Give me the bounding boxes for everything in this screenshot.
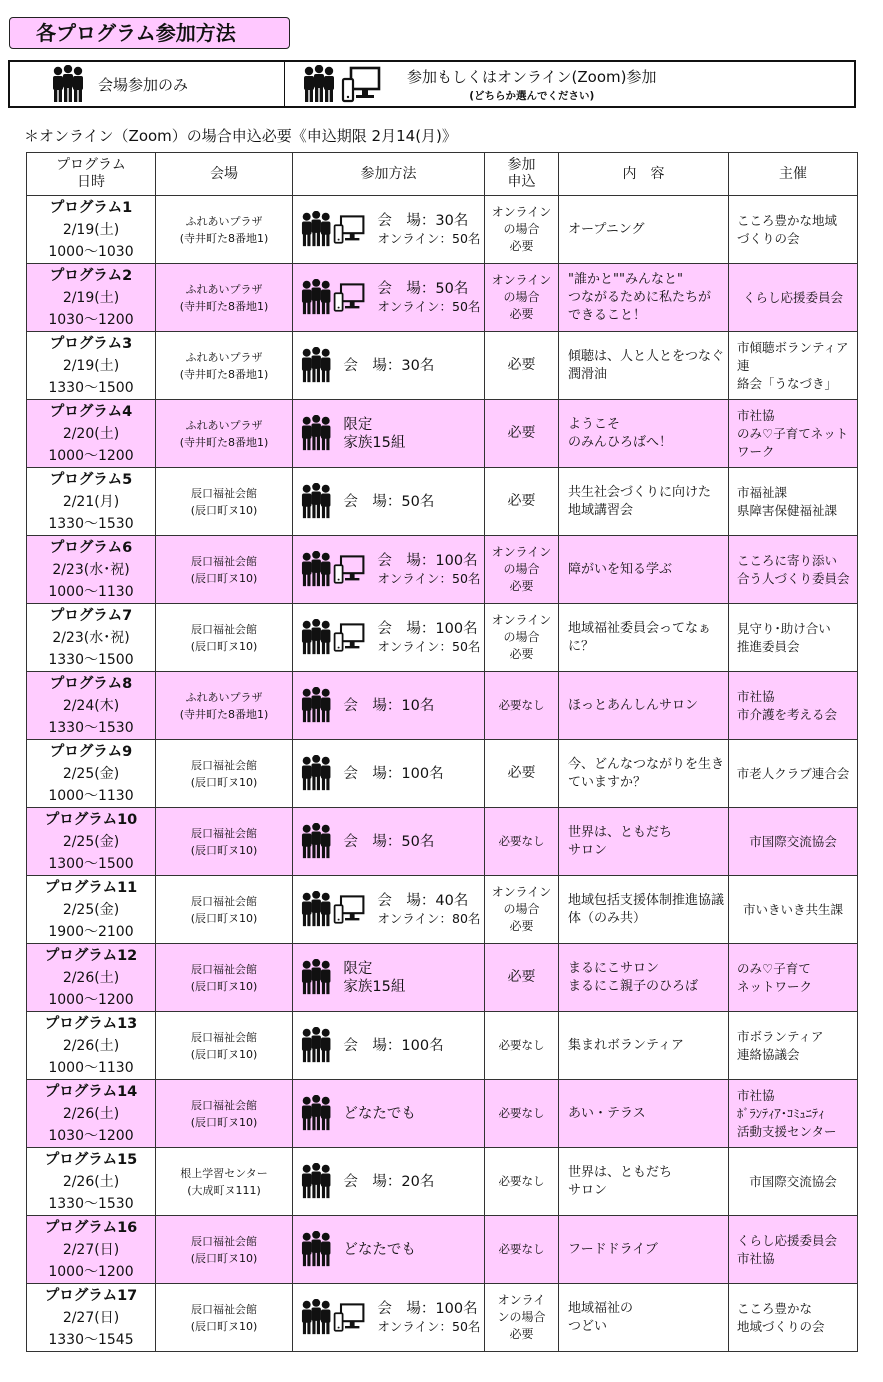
- method-online-capacity: オンライン：50名: [377, 1318, 481, 1334]
- program-cell: [27, 468, 156, 536]
- content-cell: 障がいを知る学ぶ: [559, 536, 729, 604]
- program-date: 2/25(金): [62, 833, 120, 850]
- venue-name: 辰口福祉会館: [191, 826, 257, 840]
- program-time: 1000～1130: [48, 1059, 134, 1076]
- header-apply: 参加 申込: [485, 153, 559, 196]
- method-capacity: 会 場：100名: [377, 1300, 478, 1317]
- program-date: 2/26(土): [62, 1037, 120, 1054]
- program-table: [26, 152, 858, 1352]
- program-time: 1330～1530: [48, 515, 134, 532]
- method-cell: [293, 876, 485, 944]
- program-date: 2/19(土): [62, 221, 120, 238]
- apply-cell: 必要: [485, 740, 559, 808]
- method-capacity: どなたでも: [343, 1241, 416, 1258]
- method-online-capacity: オンライン：50名: [377, 638, 481, 654]
- people-group-icon: [301, 1163, 331, 1199]
- people-group-icon: [52, 65, 84, 103]
- header-venue: 会場: [156, 153, 293, 196]
- venue-address: (辰口町ヌ10): [190, 571, 258, 585]
- organizer-cell: 市福祉課 県障害保健福祉課: [729, 468, 858, 536]
- computer-monitor-icon: [333, 554, 365, 584]
- venue-name: ふれあいプラザ: [185, 214, 263, 228]
- program-time: 1330～1500: [48, 651, 134, 668]
- method-cell: [293, 196, 485, 264]
- program-name: プログラム17: [44, 1287, 138, 1304]
- venue-cell: [156, 1148, 293, 1216]
- venue-cell: [156, 1216, 293, 1284]
- table-row: [27, 604, 858, 672]
- venue-address: (辰口町ヌ10): [190, 503, 258, 517]
- content-cell: 集まれボランティア: [559, 1012, 729, 1080]
- computer-monitor-icon: [333, 282, 365, 312]
- content-cell: "誰かと""みんなと" つながるために私たちが できること！: [559, 264, 729, 332]
- method-online-capacity: オンライン：50名: [377, 298, 481, 314]
- table-row: [27, 740, 858, 808]
- program-cell: [27, 672, 156, 740]
- program-date: 2/25(金): [62, 765, 120, 782]
- organizer-cell: 市ボランティア 連絡協議会: [729, 1012, 858, 1080]
- program-time: 1000～1030: [48, 243, 134, 260]
- people-group-icon: [301, 415, 331, 451]
- content-cell: まるにこサロン まるにこ親子のひろば: [559, 944, 729, 1012]
- apply-cell: 必要なし: [485, 1012, 559, 1080]
- program-date: 2/27(日): [62, 1241, 120, 1258]
- program-time: 1030～1200: [48, 311, 134, 328]
- people-group-icon: [301, 823, 331, 859]
- venue-address: (寺井町た8番地1): [179, 435, 269, 449]
- method-capacity: どなたでも: [343, 1105, 416, 1122]
- program-time: 1330～1530: [48, 719, 134, 736]
- venue-address: (寺井町た8番地1): [179, 367, 269, 381]
- people-group-icon: [301, 211, 331, 247]
- organizer-cell: のみ♡子育て ネットワーク: [729, 944, 858, 1012]
- venue-cell: [156, 672, 293, 740]
- organizer-cell: 市国際交流協会: [729, 1148, 858, 1216]
- table-row: [27, 1148, 858, 1216]
- venue-cell: [156, 604, 293, 672]
- program-cell: [27, 400, 156, 468]
- table-row: [27, 264, 858, 332]
- organizer-cell: こころ豊かな地域 づくりの会: [729, 196, 858, 264]
- people-group-icon: [301, 891, 331, 927]
- method-cell: [293, 740, 485, 808]
- content-cell: 地域福祉の つどい: [559, 1284, 729, 1352]
- venue-address: (辰口町ヌ10): [190, 775, 258, 789]
- method-cell: [293, 536, 485, 604]
- program-date: 2/27(日): [62, 1309, 120, 1326]
- people-group-icon: [301, 619, 331, 655]
- method-cell: [293, 1284, 485, 1352]
- people-group-icon: [301, 755, 331, 791]
- venue-address: (辰口町ヌ10): [190, 911, 258, 925]
- method-capacity: 会 場：40名: [377, 892, 469, 909]
- content-cell: 地域福祉委員会ってなぁ に？: [559, 604, 729, 672]
- header-program: プログラム 日時: [27, 153, 156, 196]
- program-name: プログラム4: [49, 403, 133, 420]
- program-time: 1330～1545: [48, 1331, 134, 1348]
- header-content: 内 容: [559, 153, 729, 196]
- program-name: プログラム5: [49, 471, 133, 488]
- legend-venue-or-online-sub: (どちらか選んでください): [469, 89, 595, 102]
- program-time: 1030～1200: [48, 1127, 134, 1144]
- venue-address: (辰口町ヌ10): [190, 1251, 258, 1265]
- venue-name: 辰口福祉会館: [191, 1234, 257, 1248]
- program-cell: [27, 1012, 156, 1080]
- content-cell: 世界は、ともだち サロン: [559, 1148, 729, 1216]
- venue-name: 辰口福祉会館: [191, 554, 257, 568]
- table-row: [27, 468, 858, 536]
- program-time: 1900～2100: [48, 923, 134, 940]
- organizer-cell: こころ豊かな 地域づくりの会: [729, 1284, 858, 1352]
- venue-address: (寺井町た8番地1): [179, 707, 269, 721]
- computer-monitor-icon: [341, 65, 381, 103]
- method-online-capacity: オンライン：50名: [377, 570, 481, 586]
- program-time: 1000～1130: [48, 583, 134, 600]
- venue-name: ふれあいプラザ: [185, 690, 263, 704]
- program-time: 1300～1500: [48, 855, 134, 872]
- method-capacity: 限定 家族15組: [343, 960, 406, 995]
- people-group-icon: [301, 483, 331, 519]
- program-date: 2/26(土): [62, 1173, 120, 1190]
- people-group-icon: [301, 1095, 331, 1131]
- venue-address: (寺井町た8番地1): [179, 231, 269, 245]
- people-group-icon: [301, 279, 331, 315]
- table-row: [27, 876, 858, 944]
- apply-cell: 必要なし: [485, 808, 559, 876]
- program-cell: [27, 808, 156, 876]
- content-cell: 地域包括支援体制推進協議 体（のみ共）: [559, 876, 729, 944]
- venue-cell: [156, 1284, 293, 1352]
- program-cell: [27, 944, 156, 1012]
- program-date: 2/24(木): [62, 697, 120, 714]
- program-name: プログラム3: [49, 335, 133, 352]
- method-capacity: 会 場：100名: [343, 765, 444, 782]
- program-date: 2/26(土): [62, 1105, 120, 1122]
- venue-address: (辰口町ヌ10): [190, 843, 258, 857]
- apply-cell: 必要: [485, 468, 559, 536]
- venue-name: 辰口福祉会館: [191, 1030, 257, 1044]
- venue-cell: [156, 264, 293, 332]
- method-capacity: 会 場：100名: [343, 1037, 444, 1054]
- program-name: プログラム13: [44, 1015, 138, 1032]
- method-capacity: 会 場：100名: [377, 620, 478, 637]
- program-name: プログラム1: [49, 199, 133, 216]
- program-date: 2/26(土): [62, 969, 120, 986]
- program-cell: [27, 876, 156, 944]
- online-application-note: ＊オンライン（Zoom）の場合申込必要《申込期限 2月14(月)》: [24, 127, 457, 145]
- venue-cell: [156, 944, 293, 1012]
- venue-name: 辰口福祉会館: [191, 894, 257, 908]
- program-date: 2/25(金): [62, 901, 120, 918]
- people-group-icon: [301, 959, 331, 995]
- method-cell: [293, 1080, 485, 1148]
- program-name: プログラム8: [49, 675, 133, 692]
- method-cell: [293, 468, 485, 536]
- method-capacity: 会 場：50名: [343, 833, 435, 850]
- program-time: 1330～1500: [48, 379, 134, 396]
- venue-address: (辰口町ヌ10): [190, 979, 258, 993]
- method-cell: [293, 264, 485, 332]
- method-capacity: 会 場：50名: [343, 493, 435, 510]
- venue-cell: [156, 740, 293, 808]
- method-capacity: 限定 家族15組: [343, 416, 406, 451]
- venue-cell: [156, 400, 293, 468]
- venue-cell: [156, 536, 293, 604]
- venue-cell: [156, 808, 293, 876]
- venue-name: ふれあいプラザ: [185, 418, 263, 432]
- venue-address: (辰口町ヌ10): [190, 1047, 258, 1061]
- table-row: [27, 1216, 858, 1284]
- venue-address: (大成町ヌ111): [187, 1183, 261, 1197]
- legend-venue-or-online-label: 参加もしくはオンライン(Zoom)参加: [407, 67, 657, 86]
- program-date: 2/19(土): [62, 289, 120, 306]
- content-cell: 共生社会づくりに向けた 地域講習会: [559, 468, 729, 536]
- venue-address: (辰口町ヌ10): [190, 639, 258, 653]
- apply-cell: 必要なし: [485, 1080, 559, 1148]
- method-online-capacity: オンライン：80名: [377, 910, 481, 926]
- content-cell: 今、どんなつながりを生き ていますか？: [559, 740, 729, 808]
- program-name: プログラム7: [49, 607, 133, 624]
- organizer-cell: くらし応援委員会 市社協: [729, 1216, 858, 1284]
- method-online-capacity: オンライン：50名: [377, 230, 481, 246]
- organizer-cell: こころに寄り添い 合う人づくり委員会: [729, 536, 858, 604]
- program-cell: [27, 604, 156, 672]
- organizer-cell: 市傾聴ボランティア連 絡会「うなづき」: [729, 332, 858, 400]
- method-capacity: 会 場：100名: [377, 552, 478, 569]
- header-organizer: 主催: [729, 153, 858, 196]
- program-cell: [27, 1216, 156, 1284]
- program-time: 1000～1200: [48, 991, 134, 1008]
- method-cell: [293, 604, 485, 672]
- venue-cell: [156, 876, 293, 944]
- program-name: プログラム9: [49, 743, 133, 760]
- program-date: 2/19(土): [62, 357, 120, 374]
- method-cell: [293, 1012, 485, 1080]
- organizer-cell: 市社協 ﾎﾞﾗﾝﾃｨｱ･ｺﾐｭﾆﾃｨ 活動支援センター: [729, 1080, 858, 1148]
- people-group-icon: [301, 687, 331, 723]
- content-cell: 世界は、ともだち サロン: [559, 808, 729, 876]
- method-cell: [293, 1148, 485, 1216]
- method-capacity: 会 場：30名: [377, 212, 469, 229]
- venue-name: 辰口福祉会館: [191, 622, 257, 636]
- organizer-cell: くらし応援委員会: [729, 264, 858, 332]
- method-cell: [293, 332, 485, 400]
- venue-name: 辰口福祉会館: [191, 758, 257, 772]
- method-capacity: 会 場：30名: [343, 357, 435, 374]
- program-name: プログラム6: [49, 539, 133, 556]
- apply-cell: オンライ ンの場合 必要: [485, 1284, 559, 1352]
- venue-name: ふれあいプラザ: [185, 282, 263, 296]
- method-cell: [293, 400, 485, 468]
- organizer-cell: 市社協 のみ♡子育てネット ワーク: [729, 400, 858, 468]
- program-cell: [27, 332, 156, 400]
- apply-cell: 必要: [485, 400, 559, 468]
- table-header-row: [27, 153, 858, 196]
- program-time: 1000～1200: [48, 1263, 134, 1280]
- organizer-cell: 市老人クラブ連合会: [729, 740, 858, 808]
- program-cell: [27, 1148, 156, 1216]
- program-name: プログラム2: [49, 267, 133, 284]
- organizer-cell: 見守り･助け合い 推進委員会: [729, 604, 858, 672]
- program-name: プログラム14: [44, 1083, 138, 1100]
- venue-name: 辰口福祉会館: [191, 962, 257, 976]
- program-time: 1330～1530: [48, 1195, 134, 1212]
- venue-address: (寺井町た8番地1): [179, 299, 269, 313]
- content-cell: ようこそ のみんひろばへ！: [559, 400, 729, 468]
- content-cell: あい・テラス: [559, 1080, 729, 1148]
- program-cell: [27, 196, 156, 264]
- people-group-icon: [301, 347, 331, 383]
- program-name: プログラム10: [44, 811, 138, 828]
- apply-cell: オンライン の場合 必要: [485, 264, 559, 332]
- people-group-icon: [301, 551, 331, 587]
- program-cell: [27, 264, 156, 332]
- legend-box: [8, 60, 856, 108]
- page-title: 各プログラム参加方法: [9, 17, 290, 49]
- table-row: [27, 1284, 858, 1352]
- people-group-icon: [301, 1027, 331, 1063]
- program-date: 2/21(月): [62, 493, 120, 510]
- table-row: [27, 1012, 858, 1080]
- organizer-cell: 市社協 市介護を考える会: [729, 672, 858, 740]
- legend-venue-only-label: 会場参加のみ: [98, 75, 189, 94]
- venue-cell: [156, 196, 293, 264]
- computer-monitor-icon: [333, 214, 365, 244]
- apply-cell: オンライン の場合 必要: [485, 604, 559, 672]
- table-row: [27, 536, 858, 604]
- program-date: 2/20(土): [62, 425, 120, 442]
- program-cell: [27, 1080, 156, 1148]
- apply-cell: 必要: [485, 944, 559, 1012]
- method-cell: [293, 1216, 485, 1284]
- venue-name: 根上学習センター: [180, 1166, 268, 1180]
- organizer-cell: 市いきいき共生課: [729, 876, 858, 944]
- table-row: [27, 672, 858, 740]
- content-cell: フードドライブ: [559, 1216, 729, 1284]
- apply-cell: オンライン の場合 必要: [485, 876, 559, 944]
- venue-address: (辰口町ヌ10): [190, 1115, 258, 1129]
- program-time: 1000～1200: [48, 447, 134, 464]
- apply-cell: 必要なし: [485, 1216, 559, 1284]
- program-time: 1000～1130: [48, 787, 134, 804]
- content-cell: 傾聴は、人と人とをつなぐ 潤滑油: [559, 332, 729, 400]
- program-date: 2/23(水･祝): [52, 561, 130, 578]
- program-name: プログラム12: [44, 947, 138, 964]
- venue-name: 辰口福祉会館: [191, 486, 257, 500]
- venue-cell: [156, 468, 293, 536]
- apply-cell: オンライン の場合 必要: [485, 196, 559, 264]
- program-name: プログラム11: [44, 879, 138, 896]
- program-cell: [27, 536, 156, 604]
- program-cell: [27, 1284, 156, 1352]
- venue-name: 辰口福祉会館: [191, 1098, 257, 1112]
- venue-name: ふれあいプラザ: [185, 350, 263, 364]
- table-row: [27, 332, 858, 400]
- table-row: [27, 808, 858, 876]
- venue-cell: [156, 332, 293, 400]
- venue-name: 辰口福祉会館: [191, 1302, 257, 1316]
- apply-cell: 必要なし: [485, 1148, 559, 1216]
- apply-cell: オンライン の場合 必要: [485, 536, 559, 604]
- program-cell: [27, 740, 156, 808]
- computer-monitor-icon: [333, 1302, 365, 1332]
- content-cell: ほっとあんしんサロン: [559, 672, 729, 740]
- venue-address: (辰口町ヌ10): [190, 1319, 258, 1333]
- program-date: 2/23(水･祝): [52, 629, 130, 646]
- method-cell: [293, 944, 485, 1012]
- venue-cell: [156, 1012, 293, 1080]
- header-method: 参加方法: [293, 153, 485, 196]
- table-row: [27, 196, 858, 264]
- program-name: プログラム15: [44, 1151, 138, 1168]
- table-row: [27, 1080, 858, 1148]
- method-capacity: 会 場：50名: [377, 280, 469, 297]
- method-capacity: 会 場：10名: [343, 697, 435, 714]
- method-cell: [293, 672, 485, 740]
- people-group-icon: [303, 65, 335, 103]
- legend-venue-or-online: [285, 62, 854, 106]
- legend-venue-only: [10, 62, 285, 106]
- apply-cell: 必要なし: [485, 672, 559, 740]
- computer-monitor-icon: [333, 894, 365, 924]
- organizer-cell: 市国際交流協会: [729, 808, 858, 876]
- people-group-icon: [301, 1231, 331, 1267]
- content-cell: オープニング: [559, 196, 729, 264]
- table-row: [27, 944, 858, 1012]
- table-row: [27, 400, 858, 468]
- computer-monitor-icon: [333, 622, 365, 652]
- method-capacity: 会 場：20名: [343, 1173, 435, 1190]
- people-group-icon: [301, 1299, 331, 1335]
- method-cell: [293, 808, 485, 876]
- venue-cell: [156, 1080, 293, 1148]
- apply-cell: 必要: [485, 332, 559, 400]
- program-name: プログラム16: [44, 1219, 138, 1236]
